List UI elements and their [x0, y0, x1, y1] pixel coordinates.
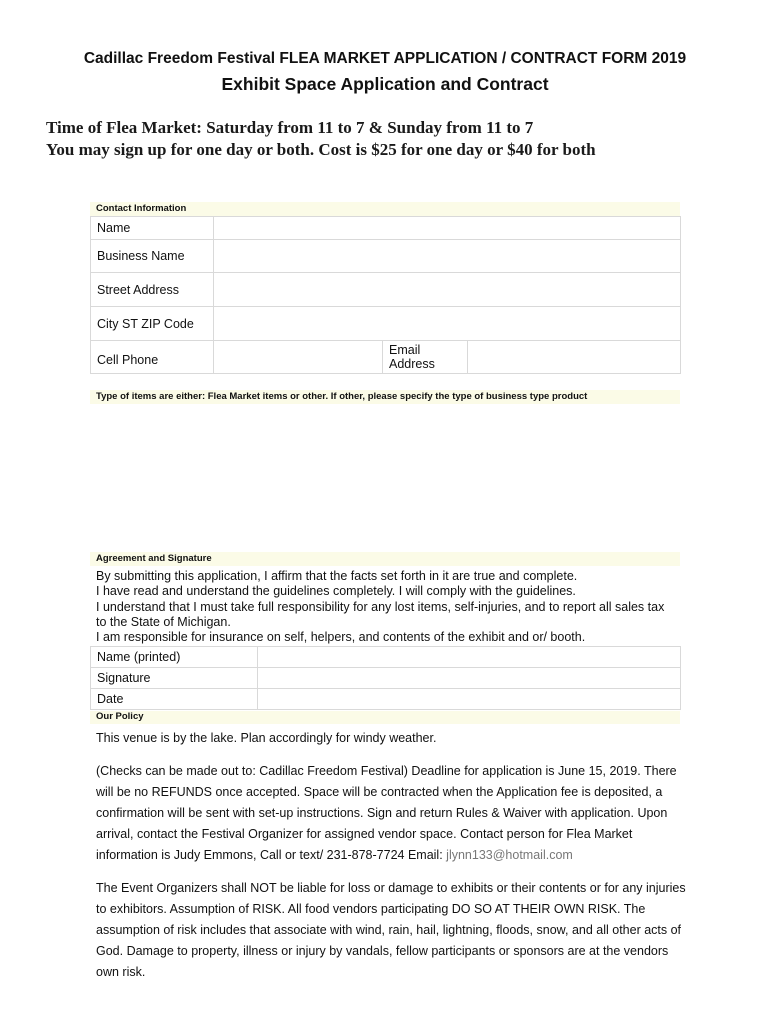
agreement-line: I am responsible for insurance on self, helpers, and contents of the exhibit and or/ booth.: [96, 630, 586, 645]
agreement-line: By submitting this application, I affirm that the facts set forth in it are true and complete.: [96, 569, 578, 583]
policy-paragraph: This venue is by the lake. Plan accordingly for windy weather.: [96, 731, 437, 745]
policy-paragraph-text: (Checks can be made out to: Cadillac Freedom Festival) Deadline for application is June 15, 2019. There will be no REFUNDS once accepted. Space will be contracted when the Application fee is deposited, a confirmation will be sent with set-up instructions. Sign and return Rules & Waiver with application. Upon arrival, contact the Festival Organizer for assigned vendor space. Contact person for Flea Market information is Judy Emmons, Call or text/ 231-878-7724 Email:: [96, 764, 677, 862]
items-section-title: Type of items are either: Flea Market items or other. If other, please specify the type of business type product: [96, 391, 588, 402]
signature-table: [90, 646, 681, 710]
business-name-field[interactable]: [214, 240, 681, 273]
name-field[interactable]: [214, 217, 681, 240]
cell-phone-field[interactable]: [214, 341, 383, 374]
cell-phone-label: Cell Phone: [91, 341, 214, 374]
name-label: Name: [91, 217, 214, 240]
date-field[interactable]: [258, 689, 681, 710]
policy-paragraph: The Event Organizers shall NOT be liable for loss or damage to exhibits or their contents or for any injuries to exhibitors. Assumption of RISK. All food vendors participating DO SO AT THEIR OWN RISK. The assumption of risk includes that associate with wind, rain, hail, lightning, floods, snow, and all other acts of God. Damage to property, illness or injury by vandals, fellow participants or sponsors are at the vendors own risk.: [96, 881, 686, 979]
form-title: Cadillac Freedom Festival FLEA MARKET APPLICATION / CONTRACT FORM 2019: [83, 50, 687, 67]
name-printed-field[interactable]: [258, 647, 681, 668]
agreement-section-header: [90, 552, 680, 566]
agreement-text: [96, 569, 676, 645]
policy-text: [96, 728, 686, 995]
contact-section-title: Contact Information: [96, 203, 187, 214]
street-address-field[interactable]: [214, 273, 681, 307]
policy-section-title: Our Policy: [96, 711, 144, 722]
city-zip-field[interactable]: [214, 307, 681, 341]
signature-label: Signature: [91, 668, 258, 689]
date-label: Date: [91, 689, 258, 710]
policy-paragraph: [96, 761, 686, 866]
signature-field[interactable]: [258, 668, 681, 689]
contact-email-link[interactable]: jlynn133@hotmail.com: [446, 848, 573, 862]
agreement-line: I have read and understand the guidelines completely. I will comply with the guidelines.: [96, 584, 576, 599]
contact-section-header: [90, 202, 680, 216]
email-field[interactable]: [468, 341, 681, 374]
cost-text: You may sign up for one day or both. Cost is $25 for one day or $40 for both: [46, 140, 596, 159]
city-zip-label: City ST ZIP Code: [91, 307, 214, 341]
items-description-area[interactable]: [90, 405, 680, 545]
email-label: Email Address: [383, 341, 468, 374]
agreement-section-title: Agreement and Signature: [96, 553, 212, 564]
items-section-header: [90, 390, 680, 404]
agreement-line: I understand that I must take full responsibility for any lost items, self-injuries, and to report all sales tax to the State of Michigan.: [96, 599, 665, 629]
street-address-label: Street Address: [91, 273, 214, 307]
market-time-text: Time of Flea Market: Saturday from 11 to 7 & Sunday from 11 to 7: [46, 118, 534, 137]
business-name-label: Business Name: [91, 240, 214, 273]
policy-section-header: [90, 711, 680, 724]
form-subtitle: Exhibit Space Application and Contract: [221, 74, 549, 94]
name-printed-label: Name (printed): [91, 647, 258, 668]
contact-table: [90, 216, 681, 374]
